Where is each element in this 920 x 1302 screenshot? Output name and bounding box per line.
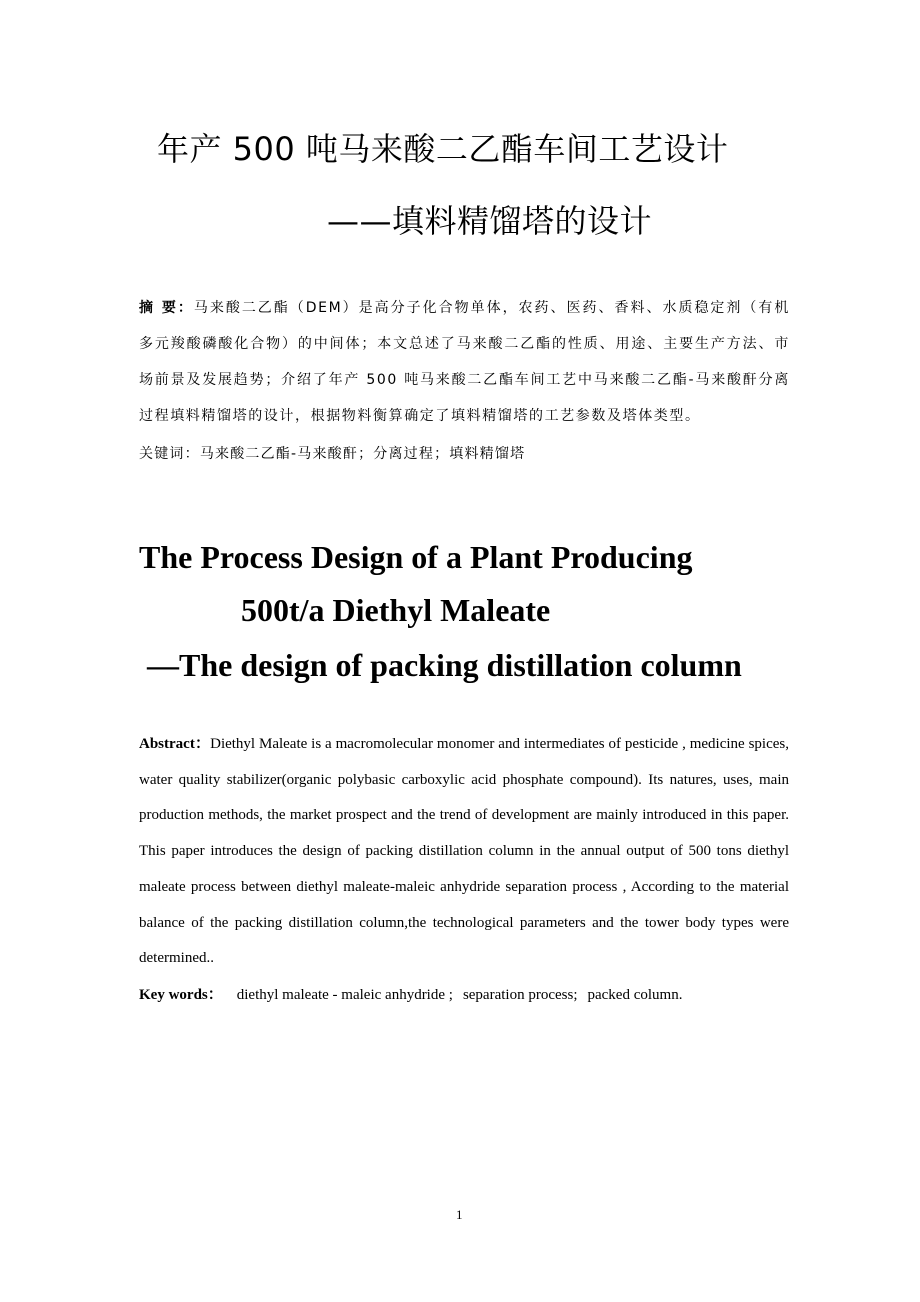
chinese-keywords-text: 马来酸二乙酯-马来酸酐；分离过程；填料精馏塔	[199, 446, 526, 462]
english-title-line-3: —The design of packing distillation column	[147, 647, 742, 683]
english-keyword: packed column.	[587, 987, 683, 1003]
chinese-title-line-1: 年产 500 吨马来酸二乙酯车间工艺设计	[157, 130, 729, 168]
page-number: 1	[456, 1207, 463, 1222]
english-keyword: diethyl maleate - maleic anhydride ;	[236, 987, 453, 1003]
english-abstract-text: Diethyl Maleate is a macromolecular monomer and intermediates of pesticide , medicine spices, water quality stabilizer(organic polybasic carboxylic acid phosphate compound). Its natures, uses, main production methods, the market prospect and the trend of development are mainly introduced in this paper. This paper introduces the design of packing distillation column in the annual output of 500 tons diethyl maleate process between diethyl maleate-maleic anhydride separation process , According to the material balance of the packing distillation column,the technological parameters and the tower body types were determined..	[139, 736, 789, 967]
english-abstract-label: Abstract	[139, 736, 195, 752]
english-keywords-colon: ：	[207, 987, 223, 1003]
chinese-title-line-2: ——填料精馏塔的设计	[327, 202, 653, 240]
chinese-abstract-text: 马来酸二乙酯（DEM）是高分子化合物单体，农药、医药、香料、水质稳定剂（有机多元羧酸磷酸化合物）的中间体；本文总述了马来酸二乙酯的性质、用途、主要生产方法、市场前景及发展趋势；介绍了年产 500 吨马来酸二乙酯车间工艺中马来酸二乙酯-马来酸酐分离过程填料精馏塔的设计，根据物料衡算确定了填料精馏塔的工艺参数及塔体类型。	[139, 300, 790, 424]
english-title-line-2: 500t/a Diethyl Maleate	[241, 592, 551, 628]
chinese-keywords	[139, 436, 525, 472]
chinese-keywords-label: 关键词：	[139, 446, 200, 462]
english-abstract-colon: ：	[194, 736, 211, 752]
english-abstract	[139, 727, 789, 977]
english-keywords-label: Key words	[139, 987, 208, 1003]
english-keyword: separation process;	[462, 987, 578, 1003]
chinese-abstract	[139, 290, 790, 434]
chinese-abstract-label: 摘 要：	[139, 300, 194, 316]
english-title-line-1: The Process Design of a Plant Producing	[139, 539, 693, 575]
english-keywords	[139, 979, 682, 1011]
